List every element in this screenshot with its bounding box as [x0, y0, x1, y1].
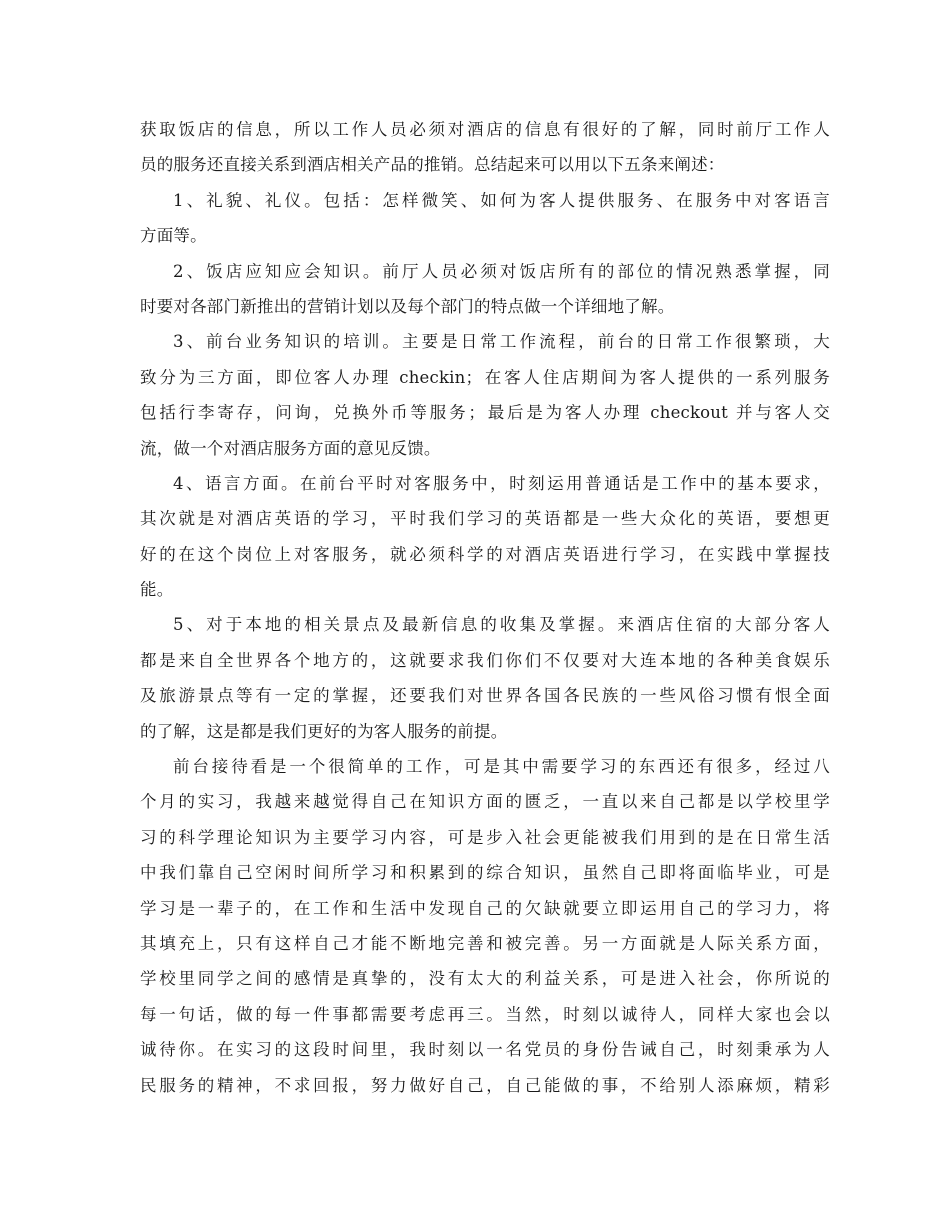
text-line: 及旅游景点等有一定的掌握，还要我们对世界各国各民族的一些风俗习惯有恨全面 [140, 686, 830, 706]
text-line: 时要对各部门新推出的营销计划以及每个部门的特点做一个详细地了解。 [140, 296, 675, 316]
text-line: 能。 [140, 580, 174, 600]
text-line: 获取饭店的信息，所以工作人员必须对酒店的信息有很好的了解，同时前厅工作人 [140, 120, 830, 139]
text-line: 员的服务还直接关系到酒店相关产品的推销。总结起来可以用以下五条来阐述： [140, 155, 725, 175]
text-line: 学习是一辈子的，在工作和生活中发现自己的欠缺就要立即运用自己的学习力，将 [140, 898, 830, 918]
text-line: 其次就是对酒店英语的学习，平时我们学习的英语都是一些大众化的英语，要想更 [140, 509, 830, 529]
text-line: 民服务的精神，不求回报，努力做好自己，自己能做的事，不给别人添麻烦，精彩 [140, 1075, 830, 1095]
text-line: 3、前台业务知识的培训。主要是日常工作流程，前台的日常工作很繁琐，大 [173, 332, 830, 352]
document-body [140, 112, 830, 1103]
text-line: 流，做一个对酒店服务方面的意见反馈。 [140, 438, 441, 458]
text-line: 1、礼貌、礼仪。包括：怎样微笑、如何为客人提供服务、在服务中对客语言 [173, 190, 830, 210]
text-line: 诚待你。在实习的这段时间里，我时刻以一名党员的身份告诫自己，时刻秉承为人 [140, 1040, 830, 1060]
text-line: 方面等。 [140, 226, 207, 246]
text-line: 的了解，这是都是我们更好的为客人服务的前提。 [140, 721, 508, 741]
text-line: 个月的实习，我越来越觉得自己在知识方面的匮乏，一直以来自己都是以学校里学 [140, 792, 830, 812]
text-line: 中我们靠自己空闲时间所学习和积累到的综合知识，虽然自己即将面临毕业，可是 [140, 863, 830, 883]
text-line: 其填充上，只有这样自己才能不断地完善和被完善。另一方面就是人际关系方面， [140, 933, 830, 953]
text-line: 都是来自全世界各个地方的，这就要求我们你们不仅要对大连本地的各种美食娱乐 [140, 650, 830, 670]
text-line: 包括行李寄存，问询，兑换外币等服务；最后是为客人办理 checkout 并与客人交 [140, 403, 830, 423]
text-line: 2、饭店应知应会知识。前厅人员必须对饭店所有的部位的情况熟悉掌握，同 [173, 261, 830, 281]
text-line: 5、对于本地的相关景点及最新信息的收集及掌握。来酒店住宿的大部分客人 [173, 615, 830, 635]
text-line: 习的科学理论知识为主要学习内容，可是步入社会更能被我们用到的是在日常生活 [140, 827, 830, 847]
text-line: 学校里同学之间的感情是真挚的，没有太大的利益关系，可是进入社会，你所说的 [140, 969, 830, 989]
text-line: 每一句话，做的每一件事都需要考虑再三。当然，时刻以诚待人，同样大家也会以 [140, 1004, 830, 1024]
text-line: 致分为三方面，即位客人办理 checkin；在客人住店期间为客人提供的一系列服务 [140, 367, 830, 387]
text-line: 4、语言方面。在前台平时对客服务中，时刻运用普通话是工作中的基本要求， [173, 473, 830, 493]
text-line: 好的在这个岗位上对客服务，就必须科学的对酒店英语进行学习，在实践中掌握技 [140, 544, 830, 564]
text-line: 前台接待看是一个很简单的工作，可是其中需要学习的东西还有很多，经过八 [173, 757, 830, 777]
